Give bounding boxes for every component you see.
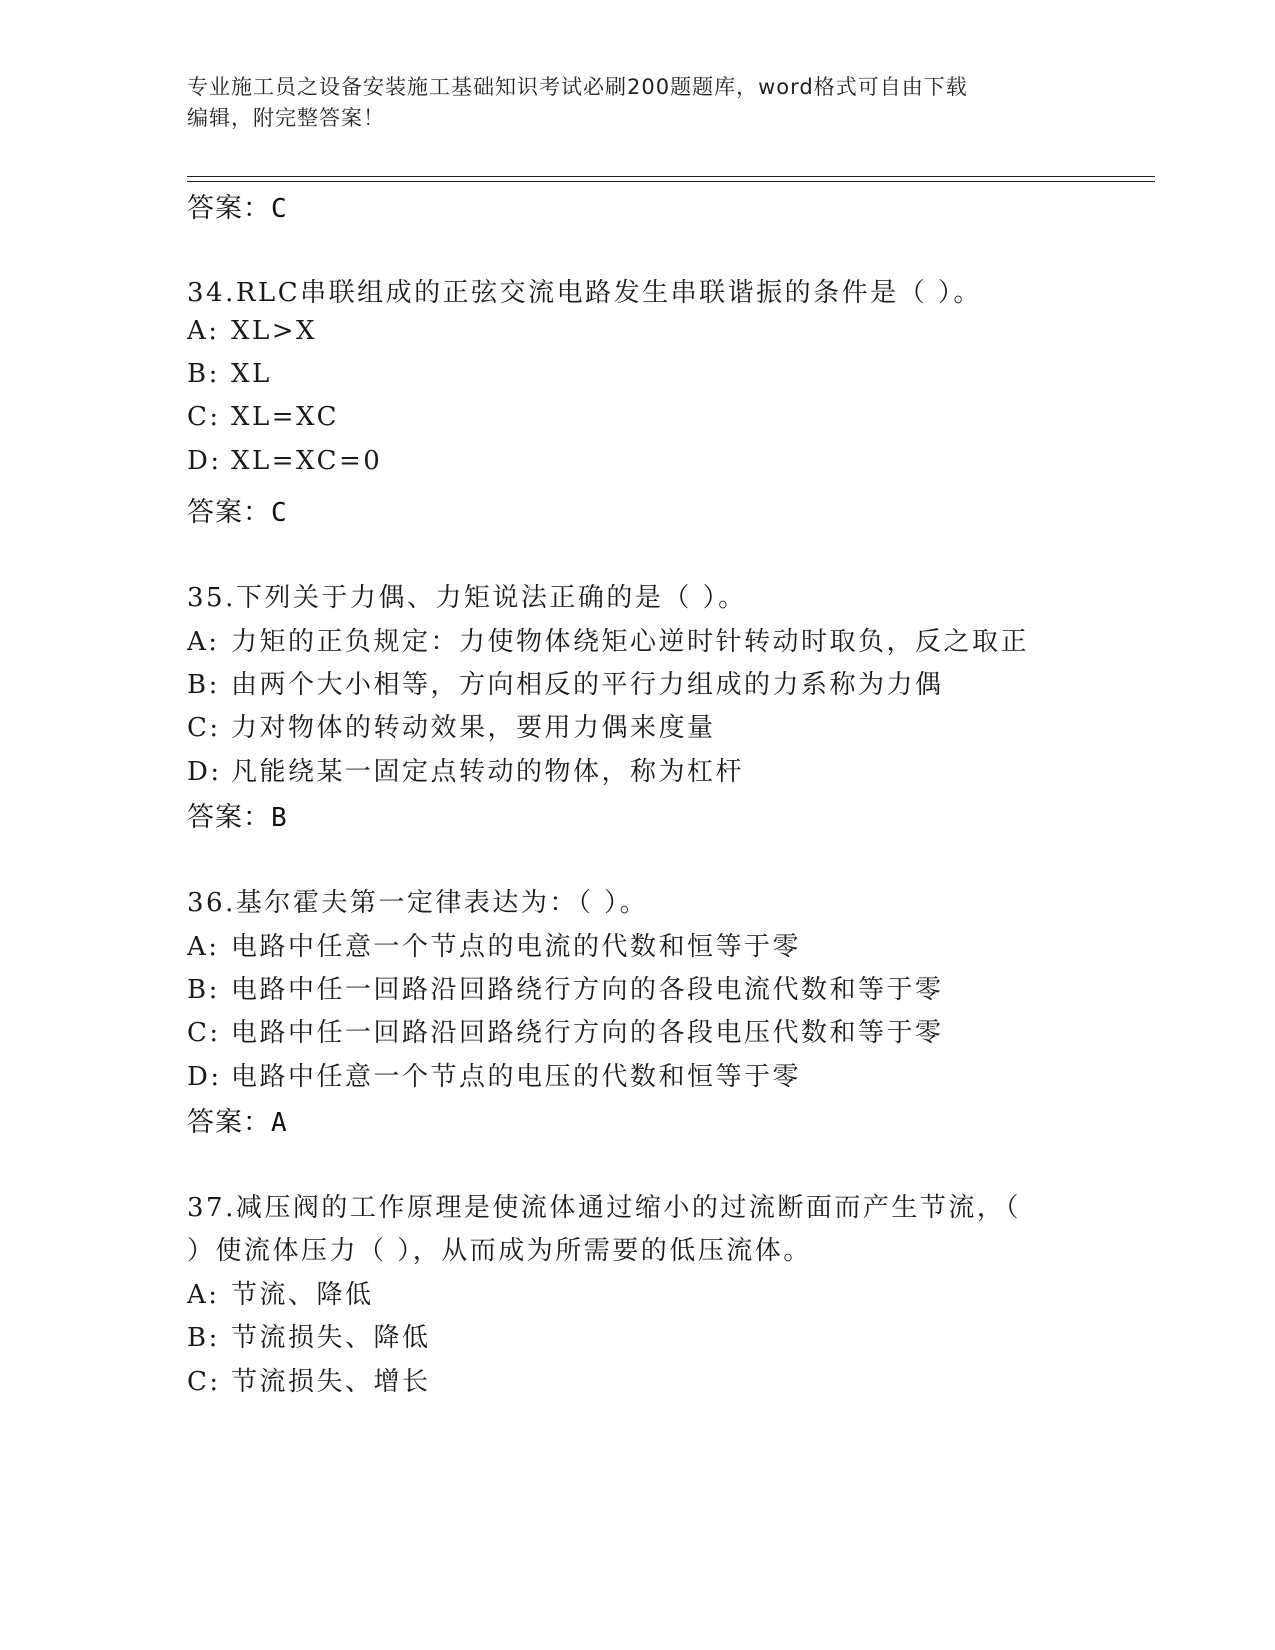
option-text: XL bbox=[231, 359, 272, 389]
question-number: 34. bbox=[187, 278, 236, 308]
question-36-option-d bbox=[187, 1056, 801, 1093]
question-34-option-b bbox=[187, 359, 272, 389]
answer-label: 答案： bbox=[187, 497, 271, 528]
question-37-option-c bbox=[187, 1361, 431, 1398]
option-text: 节流损失、降低 bbox=[231, 1323, 431, 1353]
question-36-answer bbox=[187, 1100, 288, 1139]
question-37-option-b bbox=[187, 1317, 431, 1354]
answer-value: C bbox=[271, 194, 288, 224]
question-36-option-a bbox=[187, 926, 801, 963]
question-number: 37. bbox=[187, 1193, 236, 1223]
question-35-option-b bbox=[187, 664, 944, 701]
option-letter: B: bbox=[187, 670, 220, 700]
option-text: 电路中任一回路沿回路绕行方向的各段电压代数和等于零 bbox=[231, 1018, 944, 1048]
document-header bbox=[187, 72, 1087, 134]
option-letter: A: bbox=[187, 932, 220, 962]
question-35-stem bbox=[187, 577, 747, 614]
question-36-stem bbox=[187, 882, 648, 919]
question-34-answer bbox=[187, 490, 288, 529]
question-number: 36. bbox=[187, 888, 236, 918]
question-34-option-d bbox=[187, 446, 382, 476]
option-letter: C: bbox=[187, 1367, 221, 1397]
question-36-option-b bbox=[187, 969, 944, 1006]
option-text: 电路中任意一个节点的电压的代数和恒等于零 bbox=[231, 1062, 802, 1092]
option-text: 凡能绕某一固定点转动的物体，称为杠杆 bbox=[231, 757, 745, 787]
question-37-option-a bbox=[187, 1274, 374, 1311]
option-text: XL>X bbox=[231, 316, 318, 346]
question-35-answer bbox=[187, 795, 288, 834]
option-letter: B: bbox=[187, 975, 220, 1005]
option-letter: D: bbox=[187, 757, 222, 787]
answer-previous bbox=[187, 186, 288, 225]
question-34-option-c bbox=[187, 402, 339, 432]
option-text: 节流、降低 bbox=[231, 1280, 374, 1310]
option-letter: D: bbox=[187, 1062, 222, 1092]
option-letter: A: bbox=[187, 627, 220, 657]
option-letter: A: bbox=[187, 316, 220, 346]
answer-value: B bbox=[271, 803, 288, 833]
answer-value: C bbox=[271, 498, 288, 528]
question-34-stem bbox=[187, 272, 982, 309]
question-text: 下列关于力偶、力矩说法正确的是（ ）。 bbox=[235, 583, 747, 613]
header-line-2: 编辑，附完整答案！ bbox=[187, 106, 385, 130]
question-text: RLC串联组成的正弦交流电路发生串联谐振的条件是（ ）。 bbox=[235, 278, 982, 308]
question-36-option-c bbox=[187, 1012, 944, 1049]
question-34-option-a bbox=[187, 316, 317, 346]
answer-value: A bbox=[271, 1108, 288, 1138]
header-divider bbox=[187, 176, 1155, 182]
answer-label: 答案： bbox=[187, 193, 271, 224]
question-37-stem-continued bbox=[187, 1230, 812, 1267]
option-text: 节流损失、增长 bbox=[231, 1367, 431, 1397]
option-text: 电路中任一回路沿回路绕行方向的各段电流代数和等于零 bbox=[231, 975, 944, 1005]
question-35-option-a bbox=[187, 621, 1029, 658]
question-text-continued: ）使流体压力（ ），从而成为所需要的低压流体。 bbox=[187, 1236, 812, 1266]
option-letter: A: bbox=[187, 1280, 220, 1310]
question-text: 基尔霍夫第一定律表达为：（ ）。 bbox=[235, 888, 649, 918]
option-text: 力矩的正负规定：力使物体绕矩心逆时针转动时取负，反之取正 bbox=[231, 627, 1030, 657]
document-page bbox=[187, 0, 1155, 1650]
option-text: XL=XC bbox=[231, 402, 340, 432]
option-letter: B: bbox=[187, 1323, 220, 1353]
option-letter: C: bbox=[187, 1018, 221, 1048]
option-letter: B: bbox=[187, 359, 220, 389]
option-letter: C: bbox=[187, 713, 221, 743]
question-37-stem bbox=[187, 1187, 1021, 1224]
answer-label: 答案： bbox=[187, 1107, 271, 1138]
option-text: 电路中任意一个节点的电流的代数和恒等于零 bbox=[231, 932, 802, 962]
option-text: XL=XC=0 bbox=[231, 446, 383, 476]
option-text: 由两个大小相等，方向相反的平行力组成的力系称为力偶 bbox=[231, 670, 944, 700]
answer-label: 答案： bbox=[187, 802, 271, 833]
header-line-1: 专业施工员之设备安装施工基础知识考试必刷200题题库，word格式可自由下载 bbox=[187, 75, 968, 99]
question-35-option-d bbox=[187, 751, 744, 788]
option-letter: D: bbox=[187, 446, 222, 476]
question-number: 35. bbox=[187, 583, 236, 613]
question-text: 减压阀的工作原理是使流体通过缩小的过流断面而产生节流，（ bbox=[235, 1193, 1021, 1223]
option-letter: C: bbox=[187, 402, 221, 432]
question-35-option-c bbox=[187, 707, 716, 744]
option-text: 力对物体的转动效果，要用力偶来度量 bbox=[231, 713, 716, 743]
